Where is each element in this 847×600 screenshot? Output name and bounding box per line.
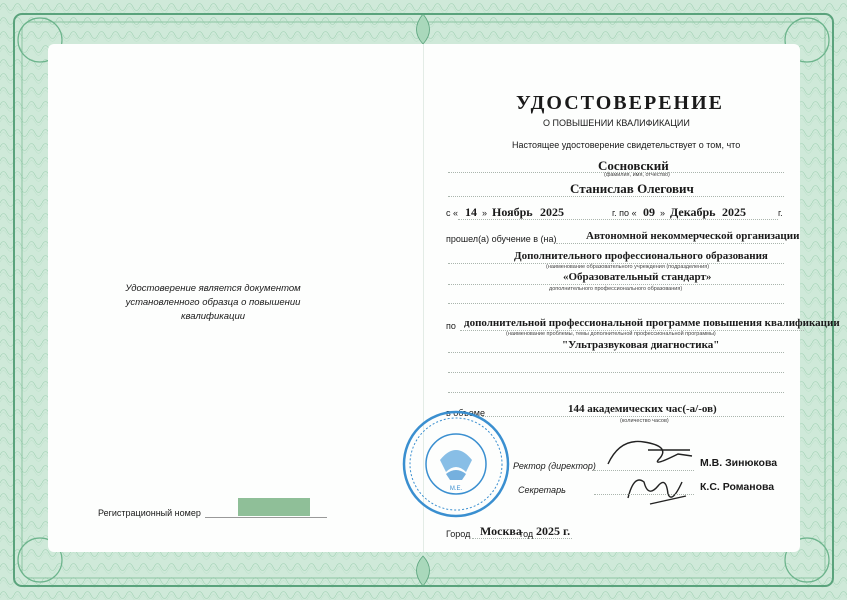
org-caption2: дополнительного профессионального образования) — [549, 286, 683, 292]
blank-rule-2 — [448, 372, 784, 373]
rector-name: М.В. Зинюкова — [700, 457, 778, 469]
reg-number-label: Регистрационный номер — [98, 508, 201, 518]
left-note: Удостоверение является документом установленного образца о повышении квалификации — [125, 283, 301, 322]
org-line1-rule — [556, 243, 784, 244]
year-suffix: г. — [778, 208, 783, 218]
to-label: г. по « — [612, 208, 637, 218]
hours-rule — [482, 416, 784, 417]
year-value: 2025 г. — [536, 524, 571, 538]
document-title: УДОСТОВЕРЕНИЕ — [516, 92, 724, 114]
reg-number-line — [205, 517, 327, 518]
studied-label: прошел(а) обучение в (на) — [446, 234, 557, 244]
blank-rule-1 — [448, 303, 784, 304]
end-month: Декабрь — [670, 205, 716, 219]
program-name-rule — [448, 352, 784, 353]
date-from-prefix: с « — [446, 208, 459, 218]
start-day-close: » — [482, 208, 488, 218]
seal-text: М.Е. — [449, 486, 463, 492]
secretary-signature — [622, 468, 694, 512]
hours-caption: (количество часов) — [620, 418, 669, 424]
start-day: 14 — [465, 205, 477, 219]
end-day-close: » — [660, 208, 666, 218]
secretary-name: К.С. Романова — [700, 481, 775, 493]
end-year: 2025 — [722, 205, 746, 219]
given-names-line — [448, 196, 784, 197]
document-subtitle: О ПОВЫШЕНИИ КВАЛИФИКАЦИИ — [543, 118, 690, 128]
program-name: "Ультразвуковая диагностика" — [562, 339, 720, 351]
rector-label: Ректор (директор) — [513, 461, 596, 471]
org-line3: «Образовательный стандарт» — [563, 271, 712, 283]
volume-label: в объеме — [446, 408, 485, 418]
blank-rule-3 — [448, 392, 784, 393]
program-prefix: по — [446, 321, 456, 331]
org-line2: Дополнительного профессионального образования — [514, 250, 768, 262]
intro-text: Настоящее удостоверение свидетельствует о том, что — [512, 140, 741, 150]
dates-line — [458, 219, 778, 220]
program-line1: дополнительной профессиональной программе повышения квалификации — [464, 317, 840, 329]
org-line1: Автономной некоммерческой организации — [586, 230, 800, 242]
surname: Сосновский — [598, 158, 669, 173]
rector-signature — [600, 428, 700, 472]
reg-number-redacted — [238, 498, 310, 516]
city-label: Город — [446, 529, 471, 539]
name-caption: (фамилия, имя, отчество) — [604, 172, 670, 178]
city-value: Москва — [480, 524, 522, 538]
year-label: год — [520, 529, 534, 539]
seal-stamp — [402, 410, 510, 518]
start-month: Ноябрь — [492, 205, 533, 219]
program-caption: (наименование проблемы, темы дополнительной профессиональной программы) — [506, 331, 716, 337]
city-rule — [472, 538, 572, 539]
given-names: Станислав Олегович — [570, 181, 694, 196]
end-day: 09 — [643, 205, 655, 219]
secretary-sign-line — [594, 494, 694, 495]
org-caption: (наименование образовательного учреждения (подразделения) — [546, 264, 710, 270]
org-line3-rule — [448, 284, 784, 285]
start-year: 2025 — [540, 205, 564, 219]
hours-value: 144 академических час(-а/-ов) — [568, 403, 717, 415]
secretary-label: Секретарь — [518, 485, 566, 495]
